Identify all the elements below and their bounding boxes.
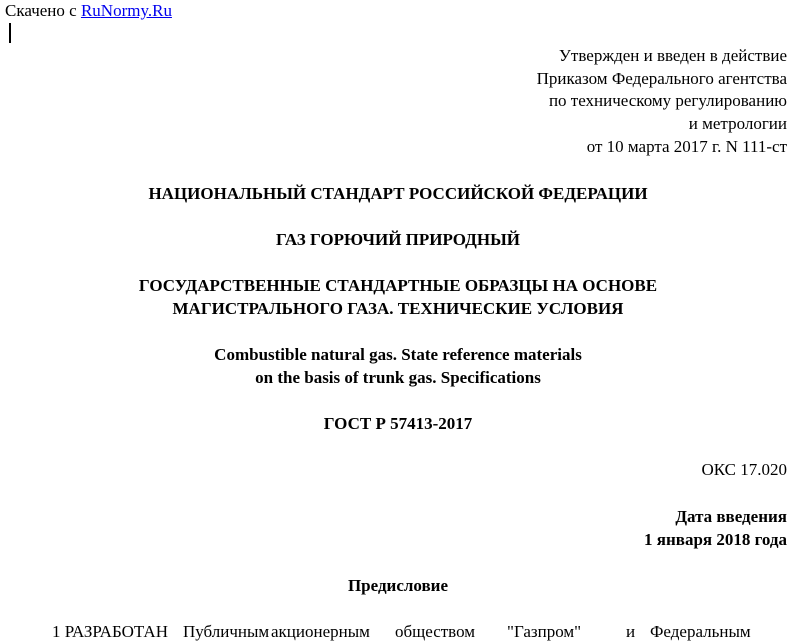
- approval-line: Приказом Федерального агентства: [536, 68, 787, 88]
- source-link[interactable]: RuNormy.Ru: [80, 1, 172, 20]
- paragraph-word: акционерным: [271, 622, 370, 641]
- paragraph-word: обществом: [395, 622, 476, 641]
- subject-heading: ГАЗ ГОРЮЧИЙ ПРИРОДНЫЙ: [275, 230, 521, 249]
- effective-date-value: 1 января 2018 года: [644, 530, 787, 549]
- oks-code: ОКС 17.020: [701, 460, 787, 479]
- approval-line: от 10 марта 2017 г. N 111-ст: [586, 136, 787, 156]
- paragraph-word: 1 РАЗРАБОТАН: [52, 622, 168, 641]
- paragraph-word: "Газпром": [507, 622, 582, 641]
- national-standard-heading: НАЦИОНАЛЬНЫЙ СТАНДАРТ РОССИЙСКОЙ ФЕДЕРАЦИИ: [148, 184, 648, 203]
- source-line: [5, 1, 172, 21]
- approval-line: по техническому регулированию: [548, 91, 787, 111]
- text-cursor: [9, 23, 11, 43]
- effective-date-block: [644, 505, 787, 551]
- english-title: [0, 343, 790, 389]
- paragraph-word: Федеральным: [650, 622, 751, 641]
- effective-date-label: Дата введения: [675, 507, 787, 526]
- source-prefix: Скачено с: [5, 1, 77, 20]
- approval-block: [537, 45, 787, 159]
- approval-line: Утвержден и введен в действие: [558, 46, 787, 65]
- title-line: ГОСУДАРСТВЕННЫЕ СТАНДАРТНЫЕ ОБРАЗЦЫ НА ОСНОВЕ: [138, 276, 658, 295]
- english-title-line: Combustible natural gas. State reference materials: [214, 345, 582, 364]
- title-line: МАГИСТРАЛЬНОГО ГАЗА. ТЕХНИЧЕСКИЕ УСЛОВИЯ: [172, 299, 624, 318]
- paragraph-word: и: [626, 622, 636, 641]
- standard-code: ГОСТ Р 57413-2017: [323, 414, 473, 433]
- paragraph-word: Публичным: [183, 622, 270, 641]
- foreword-title: Предисловие: [347, 576, 449, 595]
- approval-line: и метрологии: [688, 114, 787, 134]
- english-title-line: on the basis of trunk gas. Specifications: [255, 368, 541, 387]
- title-heading: [0, 274, 790, 320]
